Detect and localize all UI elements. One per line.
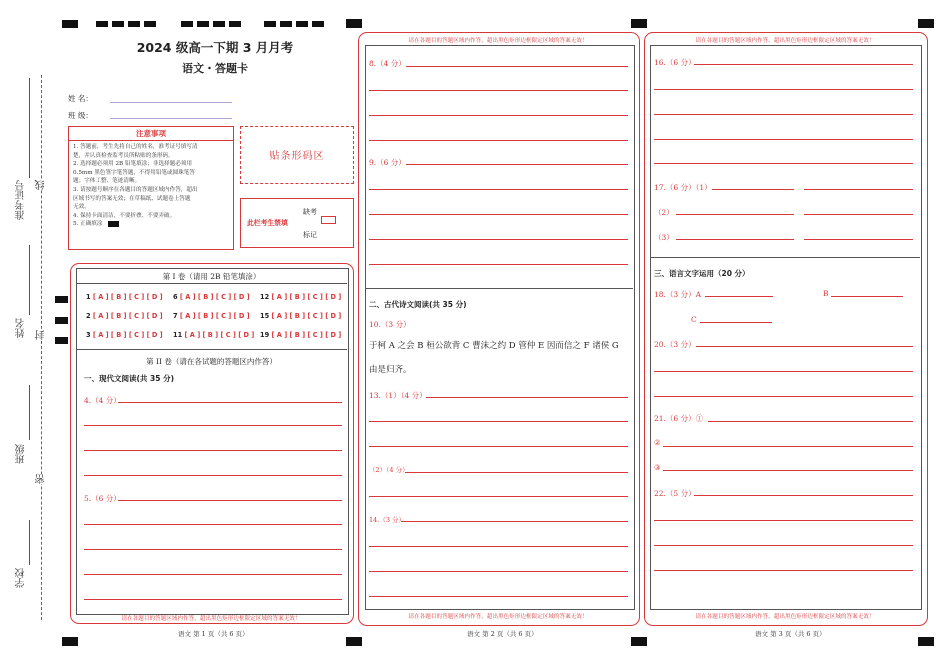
question-17-3-label: （3） [654,233,674,242]
timing-mark [312,21,324,27]
answer-line[interactable] [696,346,913,347]
class-label: 班级 [16,444,27,464]
answer-line[interactable] [705,296,773,297]
timing-mark [346,19,362,28]
answer-line[interactable] [118,402,342,403]
timing-mark [213,21,225,27]
timing-mark [55,337,68,344]
timing-mark [918,19,934,28]
question-18-c-label: C [691,315,697,324]
choice-row[interactable] [173,312,250,320]
section2-title: 第 II 卷（请在各试题的答题区内作答） [146,357,277,366]
question-17-2-label: （2） [654,208,674,217]
question-17-1-label: 17.（6 分）（1） [654,183,712,192]
choice-row[interactable] [86,293,163,301]
page-footer-2: 语文 第 2 页（共 6 页） [467,630,538,638]
timing-mark [346,637,362,646]
answer-line[interactable] [369,239,628,240]
part2-title: 二、古代诗文阅读(共 35 分) [369,300,467,309]
question-number: 2 [86,312,91,320]
answer-line[interactable] [369,90,628,91]
timing-mark [280,21,292,27]
exam-number-line [29,78,30,178]
answer-line[interactable] [426,397,628,398]
answer-line[interactable] [804,239,913,240]
question-21-3-label: ③ [654,463,661,472]
warning-bottom-2: 请在各题目的答题区域内作答，超出黑色矩形边框限定区域的答案无效！ [408,614,588,620]
answer-line[interactable] [663,446,913,447]
answer-line[interactable] [401,521,628,522]
answer-line[interactable] [369,214,628,215]
answer-line[interactable] [654,520,913,521]
question-18-label: 18.（3 分）A [654,290,701,299]
name-label: 姓名 [16,318,27,338]
absent-top: 缺考 [303,208,317,216]
notice-item: 3. 请按题号顺序在各题目的答题区域内作答，超出 [73,186,198,193]
choice-row[interactable] [260,331,341,339]
answer-line[interactable] [831,296,903,297]
answer-line[interactable] [654,114,913,115]
answer-line[interactable] [84,599,342,600]
choice-options: [ A ] [ B ] [ C ] [ D ] [92,312,163,320]
answer-line[interactable] [369,421,628,422]
question-8-label: 8.（4 分） [369,59,406,68]
student-class-label: 班 级： [68,111,93,120]
answer-line[interactable] [694,64,913,65]
timing-mark [62,637,78,646]
school-line [29,520,30,565]
question-4-label: 4.（4 分） [84,396,121,405]
exam-number-label: 准考证号 [16,180,27,220]
answer-line[interactable] [694,495,913,496]
answer-line[interactable] [369,571,628,572]
choice-options: [ A ] [ B ] [ C ] [ D ] [92,293,163,301]
page-footer-1: 语文 第 1 页（共 6 页） [178,630,249,638]
answer-line[interactable] [118,500,342,501]
question-10-text-end: 由是归齐。 [369,365,412,375]
part3-divider [650,257,920,258]
binding-seal-char: 封 [36,330,47,340]
choice-row[interactable] [173,293,250,301]
notice-list [73,143,231,229]
binding-line-char: 线 [36,180,47,190]
page-footer-3: 语文 第 3 页（共 6 页） [755,630,826,638]
timing-mark [631,637,647,646]
answer-line[interactable] [700,322,772,323]
timing-mark [96,21,108,27]
warning-bottom-3: 请在各题目的答题区域内作答，超出黑色矩形边框限定区域的答案无效！ [695,614,875,620]
answer-line[interactable] [84,475,342,476]
timing-mark [197,21,209,27]
answer-line[interactable] [804,189,913,190]
notice-item: 区域书写的答案无效；在草稿纸、试题卷上答题 [73,195,191,202]
answer-line[interactable] [369,115,628,116]
warning-top-3: 请在各题目的答题区域内作答，超出黑色矩形边框限定区域的答案无效！ [695,38,875,44]
question-number: 15 [260,312,270,320]
answer-line[interactable] [654,371,913,372]
student-name-field[interactable] [110,102,232,103]
answer-line[interactable] [369,496,628,497]
timing-mark [181,21,193,27]
question-14-label: 14.（3 分） [369,516,406,524]
answer-line[interactable] [654,163,913,164]
answer-line[interactable] [406,164,628,165]
question-number: 1 [86,293,91,301]
answer-line[interactable] [654,396,913,397]
notice-item: 题；字体工整、笔迹清晰。 [73,178,141,185]
question-number: 19 [260,331,270,339]
answer-line[interactable] [708,421,913,422]
notice-item [73,220,231,229]
exam-title: 2024 级高一下期 3 月月考 [136,40,294,55]
timing-mark [55,317,68,324]
answer-line[interactable] [369,264,628,265]
timing-mark [55,296,68,303]
notice-item: 无效。 [73,204,90,211]
choice-row[interactable] [173,331,254,339]
question-13-1-label: 13.（1）（4 分） [369,391,427,400]
answer-line[interactable] [369,596,628,597]
answer-line[interactable] [406,66,628,67]
answer-line[interactable] [654,545,913,546]
answer-line[interactable] [405,472,628,473]
notice-item: 0.5mm 黑色签字笔答题，不得用铅笔或圆珠笔答 [73,169,195,176]
choice-options: [ A ] [ B ] [ C ] [ D ] [179,312,250,320]
timing-mark [144,21,156,27]
timing-mark [229,21,241,27]
answer-frame-3 [650,45,922,610]
answer-line[interactable] [369,140,628,141]
answer-line[interactable] [84,549,342,550]
timing-mark [918,637,934,646]
choice-row[interactable] [86,312,163,320]
barcode-label: 贴条形码区 [269,151,325,162]
question-number: 3 [86,331,91,339]
question-10-label: 10.（3 分） [369,320,411,329]
timing-mark [112,21,124,27]
answer-line[interactable] [654,570,913,571]
school-label: 学校 [16,568,27,588]
question-5-label: 5.（6 分） [84,494,121,503]
question-number: 7 [173,312,178,320]
question-number: 11 [173,331,183,339]
choice-row[interactable] [86,331,163,339]
notice-title: 注意事项 [69,127,233,141]
question-22-label: 22.（5 分） [654,489,696,498]
name-line [29,245,30,315]
section1-divider [76,283,347,284]
choice-options: [ A ] [ B ] [ C ] [ D ] [271,331,342,339]
barcode-area [240,126,354,184]
section2-divider [76,349,347,350]
part3-title: 三、语言文字运用（20 分） [654,269,750,278]
timing-mark [128,21,140,27]
notice-item: 2. 选择题必须用 2B 铅笔填涂；非选择题必须用 [73,161,193,168]
choice-options: [ A ] [ B ] [ C ] [ D ] [271,293,342,301]
cut-line [41,75,42,620]
choice-options: [ A ] [ B ] [ C ] [ D ] [92,331,163,339]
answer-line[interactable] [712,189,794,190]
timing-mark [631,19,647,28]
notice-box [68,126,234,250]
question-21-2-label: ② [654,438,661,447]
absent-restriction: 此栏考生禁填 [247,219,288,227]
question-20-label: 20.（3 分） [654,340,696,349]
answer-line[interactable] [84,450,342,451]
question-9-label: 9.（6 分） [369,158,406,167]
answer-line[interactable] [654,139,913,140]
timing-mark [62,20,78,28]
answer-line[interactable] [369,546,628,547]
answer-line[interactable] [804,214,913,215]
answer-line[interactable] [84,425,342,426]
answer-line[interactable] [676,214,794,215]
question-21-label: 21.（6 分）① [654,414,704,423]
question-18-b-label: B [823,289,829,298]
answer-line[interactable] [676,239,794,240]
binding-secret-char: 密 [36,474,47,484]
notice-item: 楚，并认真检查监考员所粘贴的条形码。 [73,152,174,159]
question-number: 12 [260,293,270,301]
warning-top-2: 请在各题目的答题区域内作答，超出黑色矩形边框限定区域的答案无效！ [408,38,588,44]
absent-checkbox[interactable] [321,216,336,224]
timing-mark [296,21,308,27]
answer-line[interactable] [663,470,913,471]
exam-subtitle: 语文・答题卡 [182,62,248,75]
question-13-2-label: （2）（4 分） [369,466,409,474]
absent-bottom: 标记 [303,231,317,239]
question-number: 6 [173,293,178,301]
student-class-field[interactable] [110,118,232,119]
choice-row[interactable] [260,293,341,301]
section1-title: 第 I 卷（请用 2B 铅笔填涂） [162,272,261,281]
part1-title: 一、现代文阅读(共 35 分) [84,374,175,383]
filled-sample-mark [108,221,119,227]
answer-line[interactable] [654,89,913,90]
choice-options: [ A ] [ B ] [ C ] [ D ] [184,331,255,339]
notice-item: 1. 答题前，考生先将自己的姓名，准考证号填写清 [73,144,198,150]
choice-options: [ A ] [ B ] [ C ] [ D ] [179,293,250,301]
answer-frame-1 [76,268,349,615]
answer-line[interactable] [84,574,342,575]
class-line [29,385,30,440]
choice-row[interactable] [260,312,341,320]
notice-item: 4. 保持卡面清洁，不要折叠、不要弄破。 [73,212,176,219]
answer-line[interactable] [369,446,628,447]
student-name-label: 姓 名： [68,94,93,103]
question-10-text: 于柯 A 之会 B 桓公欲背 C 曹沫之约 D 管仲 E 因而信之 F 诸侯 G [369,341,619,351]
absent-box [240,198,354,248]
warning-bottom-1: 请在各题目的答题区域内作答，超出黑色矩形边框限定区域的答案无效！ [121,616,301,622]
timing-mark [264,21,276,27]
answer-line[interactable] [84,524,342,525]
choice-options: [ A ] [ B ] [ C ] [ D ] [271,312,342,320]
question-16-label: 16.（6 分） [654,58,696,67]
answer-line[interactable] [369,189,628,190]
notice-item-text: 5. 正确填涂 [73,221,103,228]
part2-divider [365,288,633,289]
